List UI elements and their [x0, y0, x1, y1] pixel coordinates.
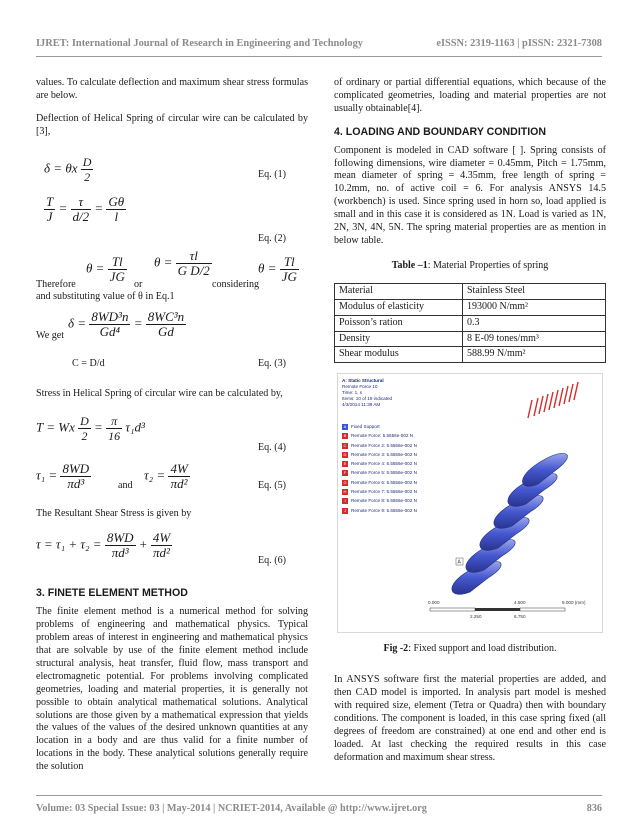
equation-number: Eq. (6) [257, 555, 286, 567]
table-cell: Stainless Steel [463, 283, 606, 299]
equation-5: τ₁ = $\frac{8WD}{\text{πd³}}$ and τ₂ = $\frac{4W}{\text{πd²}}$ Eq. (5) [36, 461, 286, 492]
equation-4: T = Wx $\frac{D}{2}$ = $\frac{\pi}{16}$ τ₁d³ Eq. (4) [36, 414, 286, 454]
equation-number: Eq. (2) [257, 232, 286, 244]
text-or: or [134, 278, 143, 290]
text-therefore: Therefore [36, 278, 76, 290]
page-header [36, 38, 602, 49]
table-caption-label: Table –1 [391, 259, 428, 271]
legend-swatch: C [343, 442, 347, 448]
equation-number: Eq. (4) [257, 442, 286, 454]
table-cell: 193000 N/mm² [463, 299, 606, 315]
equation-number: Eq. (5) [257, 480, 286, 492]
issn: eISSN: 2319-1163 | pISSN: 2321-7308 [436, 38, 602, 49]
legend-label: Remote Force 3: 5.5556e-002 N [351, 451, 417, 457]
page-footer [36, 803, 602, 814]
figure-caption-label: Fig -2 [383, 643, 409, 655]
legend-swatch: A [343, 423, 347, 429]
legend-label: Remote Force 7: 5.5556e-002 N [351, 489, 417, 495]
table-row [335, 299, 606, 315]
paragraph: and substituting value of θ in Eq.1 [36, 290, 175, 302]
footer-citation: Volume: 03 Special Issue: 03 | May-2014 | NCRIET-2014, Available @ http://www.ijret.org [36, 803, 427, 814]
text-considering: considering [212, 278, 260, 290]
table-caption-text: : Material Properties of spring [427, 259, 549, 271]
paragraph: Stress in Helical Spring of circular wire can be calculated by, [36, 387, 283, 399]
footer-rule [36, 795, 602, 796]
page-number: 836 [586, 803, 602, 814]
paragraph: In ANSYS software first the material properties are added, and then CAD model is imported. In analysis part model is meshed with required size, element (Tetra or Quadra) then with boundary conditions. The component is loaded, in this case spring fixed (all degrees of freedom are constrained) at one end and other end is loaded. At last checking the required results in this case deformation and maximum shear stress. [334, 674, 606, 763]
table-cell: Shear modulus [335, 347, 463, 363]
paragraph: Component is modeled in CAD software [ ]. Spring consists of following dimensions, wire diameter = 0.45mm, Pitch = 1.75mm, mean diameter of spring = 4.35mm, free length of spring = 10.2mm, no. of active coil = 6. For analysis ANSYS 14.5 (workbench) is used. Since spring used in horn so, load applied is small and in this case it is considered as 1N. Load is varied as 1N, 2N, 3N, 4N, 5N. The spring material properties are as mention in below table. [334, 144, 606, 246]
equation-delta: δ = $\frac{\text{8WD³n}}{\text{Gd⁴}}$ = $\frac{\text{8WC³n}}{Gd}$ We get [36, 308, 185, 341]
legend-swatch: G [343, 479, 347, 485]
legend-label: Remote Force 2: 5.5556e-002 N [351, 442, 417, 448]
table-cell: 8 E-09 tones/mm³ [463, 331, 606, 347]
left-column [36, 77, 308, 774]
legend-swatch: D [343, 451, 347, 457]
legend-swatch: F [343, 470, 347, 476]
text-and: and [118, 480, 133, 492]
paragraph: The Resultant Shear Stress is given by [36, 508, 192, 520]
legend-swatch: H [343, 489, 347, 495]
figure-line: Items: 10 of 19 indicated [342, 396, 393, 402]
paragraph: values. To calculate deflection and maximum shear stress formulas are below. [36, 77, 308, 101]
table-row [335, 331, 606, 347]
material-properties-table [334, 283, 606, 364]
equation-number: Eq. (3) [257, 357, 286, 369]
table-cell: 588.99 N/mm² [463, 347, 606, 363]
table-row [335, 315, 606, 331]
equation-3 [36, 356, 308, 378]
equation-2: $\frac{T}{J}$ = $\frac{\tau}{d/2}$ = $\frac{G\theta}{l}$ Eq. (2) [46, 193, 286, 244]
table-cell: Modulus of elasticity [335, 299, 463, 315]
right-column [334, 77, 606, 765]
legend-swatch: J [344, 507, 346, 513]
ansys-figure [337, 373, 603, 633]
legend-label: Remote Force: 5.5556e-002 N [351, 433, 414, 439]
scale-label: 9.000 (mm) [562, 600, 586, 606]
table-row [335, 283, 606, 299]
legend-label: Remote Force 5: 5.5556e-002 N [351, 470, 417, 476]
spring-index: C = D/d [72, 357, 105, 369]
paragraph: of ordinary or partial differential equations, which because of the complicated geometries, loading and material properties are not usually obtainable[4]. [334, 77, 606, 114]
legend-label: Fixed Support [351, 423, 380, 429]
paragraph: Deflection of Helical Spring of circular wire can be calculated by [3], [36, 112, 308, 137]
table-cell: Density [335, 331, 463, 347]
paragraph: The finite element method is a numerical method for solving problems of engineering and mathematical physics. Typical problem areas of interest in engineering and mathematical physics that are solvable by use of the finite element method include structural analysis, heat transfer, fluid flow, mass transport and electromagnetic potential. For problems involving complicated geometries, loading and material properties, it is generally not possible to obtain analytical mathematical solutions. Analytical solutions are those given by a mathematical expression that yields the values of the values of the desired unknown quantities at any location in a body and are thus valid for a finite number of locations in the body. These analytical solutions generally require the solution [36, 606, 308, 773]
svg-text:A: A [457, 559, 461, 566]
scale-label: 2.250 [470, 614, 482, 620]
equation-1: δ = θx $\frac{D}{2}$ Eq. (1) [44, 154, 286, 184]
figure-line: Time: 1. s [342, 390, 362, 396]
equation-theta: θ = $\frac{Tl}{JG}$ θ = $\frac{\tau l}{\text{G D/2}}$ θ = $\frac{Tl}{JG}$ Therefore or considering [36, 247, 297, 290]
legend-swatch: I [342, 498, 348, 504]
spring-coils [452, 454, 568, 595]
section-heading-4: 4. LOADING AND BOUNDARY CONDITION [334, 125, 547, 138]
spring-model [338, 374, 603, 633]
equation-6: τ = τ₁ + τ₂ = $\frac{8WD}{\text{πd³}}$ + $\frac{4W}{\text{πd²}}$ Eq. (6) [36, 530, 286, 567]
figure-line: 4/3/2014 11:39 AM [342, 402, 381, 408]
scale-label: 0.000 [428, 600, 440, 606]
figure-line: Remote Force 10 [342, 384, 378, 390]
remote-force-arrows [528, 382, 578, 418]
scale-bar [430, 608, 565, 611]
table-row [335, 347, 606, 363]
table-cell: Material [335, 283, 463, 299]
fixed-support-marker [456, 558, 463, 566]
section-heading-3: 3. FINETE ELEMENT METHOD [36, 587, 188, 600]
figure-caption-text: : Fixed support and load distribution. [408, 643, 557, 655]
legend-swatch: B [343, 433, 347, 439]
figure-title: A: Static Structural [342, 378, 384, 384]
legend-label: Remote Force 8: 5.5556e-002 N [351, 498, 417, 504]
scale-label: 6.750 [514, 614, 526, 620]
legend-label: Remote Force 6: 5.5556e-002 N [351, 479, 417, 485]
equation-number: Eq. (1) [257, 168, 286, 180]
journal-name: IJRET: International Journal of Research in Engineering and Technology [36, 38, 363, 49]
legend-swatch: E [343, 461, 347, 467]
scale-label: 4.500 [514, 600, 526, 606]
table-cell: Poisson’s ration [335, 315, 463, 331]
legend-label: Remote Force 4: 5.5556e-002 N [351, 461, 417, 467]
header-rule [36, 56, 602, 57]
legend-label: Remote Force 9: 5.5556e-002 N [351, 507, 417, 513]
text-we-get: We get [36, 329, 65, 341]
table-cell: 0.3 [463, 315, 606, 331]
table-caption [334, 260, 606, 273]
figure-caption [334, 643, 606, 656]
